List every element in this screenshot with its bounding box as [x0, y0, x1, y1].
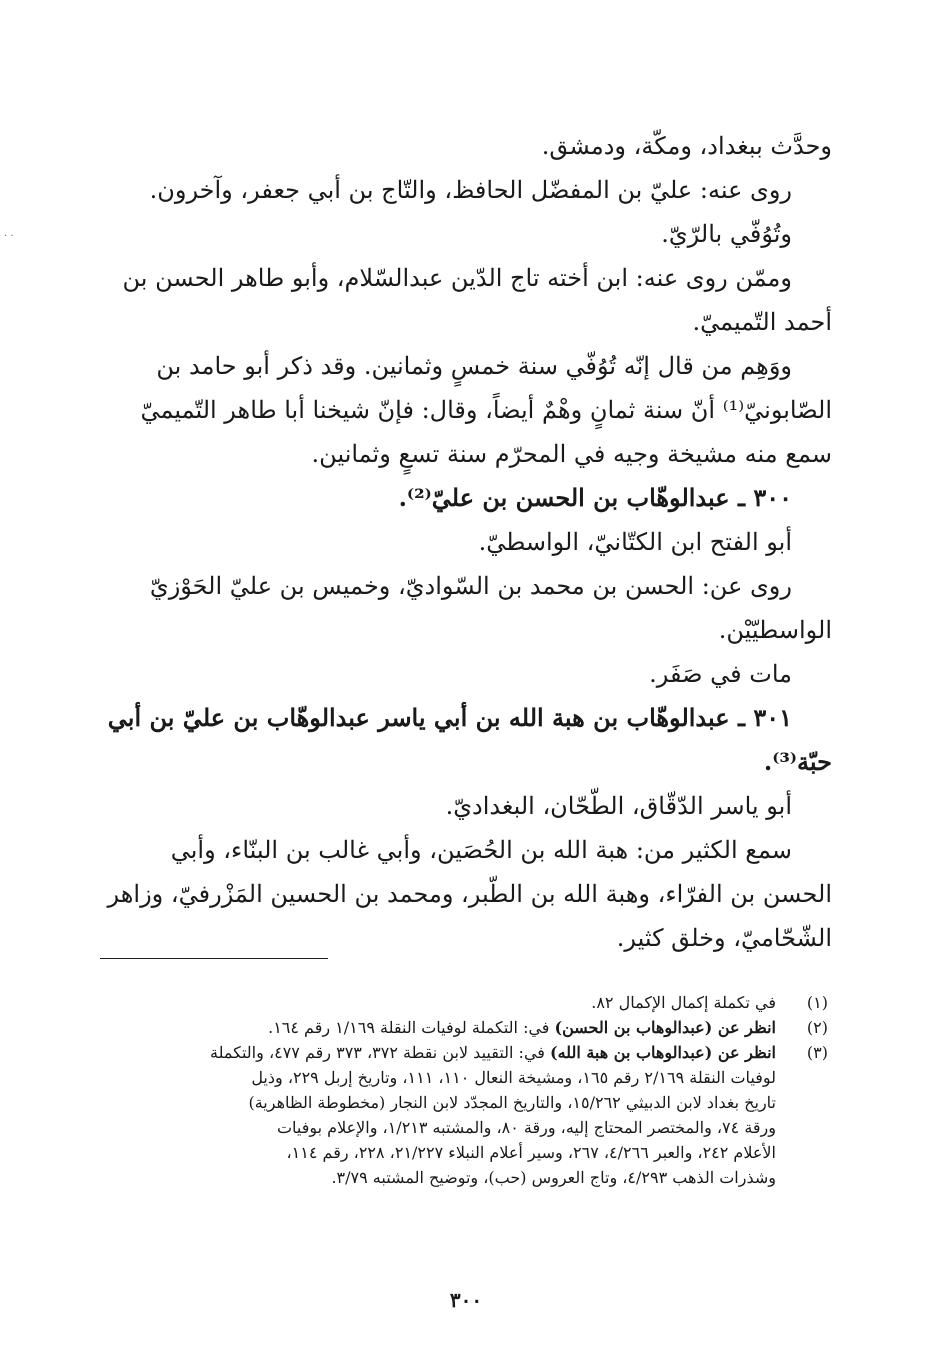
footnote-text: الأعلام ٢٤٢، والعبر ٤/٢٦٦، ٢٦٧، وسير أعلام النبلاء ٢١/٢٢٧، ٢٢٨، رقم ١١٤، [286, 1143, 776, 1162]
page-number: ٣٠٠ [449, 1288, 483, 1312]
footnotes [100, 990, 832, 1190]
body-line: الشّحّاميّ، وخلق كثير. [616, 924, 832, 952]
body-line: أبو الفتح ابن الكتّانيّ، الواسطيّ. [478, 528, 792, 556]
footnote-divider [100, 958, 328, 959]
footnote-1 [100, 990, 832, 1015]
body-text [104, 124, 832, 960]
footnote-number: (٢) [806, 1018, 828, 1037]
body-line: وحدَّث ببغداد، ومكّة، ودمشق. [541, 132, 832, 160]
entry-heading-301: ٣٠١ ـ عبدالوهّاب بن هبة الله بن أبي ياسر عبدالوهّاب بن عليّ بن أبي [107, 703, 792, 732]
body-line: روى عنه: عليّ بن المفضّل الحافظ، والتّاج بن أبي جعفر، وآخرون. [149, 176, 792, 204]
footnote-text: لوفيات النقلة ٢/١٦٩ رقم ١٦٥، ومشيخة النعال ١١٠، ١١١، وتاريخ إربل ٢٢٩، وذيل [251, 1068, 776, 1087]
footnote-text: تاريخ بغداد لابن الدبيثي ١٥/٢٦٢، والتاريخ المجدّد لابن النجار (مخطوطة الظاهرية) [248, 1093, 776, 1112]
body-line: روى عن: الحسن بن محمد بن السّواديّ، وخميس بن عليّ الحَوْزيّ [149, 572, 792, 600]
footnote-text: في: التقييد لابن نقطة ٣٧٢، ٣٧٣ رقم ٤٧٧، والتكملة [210, 1043, 551, 1062]
footnote-text: في تكملة إكمال الإكمال ٨٢. [591, 993, 776, 1012]
footnote-number: (١) [806, 993, 828, 1012]
footnote-text: في: التكملة لوفيات النقلة ١/١٦٩ رقم ١٦٤. [268, 1018, 555, 1037]
footnote-text: وشذرات الذهب ٤/٢٩٣، وتاج العروس (حب)، وتوضيح المشتبه ٣/٧٩. [331, 1168, 776, 1187]
entry-heading-301-cont: حبّة⁽³⁾. [763, 747, 832, 776]
body-line: سمع منه مشيخة وجيه في المحرّم سنة تسعٍ وثمانين. [311, 440, 832, 468]
body-line: سمع الكثير من: هبة الله بن الحُصَين، وأبي غالب بن البنّاء، وأبي [170, 836, 792, 864]
footnote-3 [100, 1040, 832, 1190]
body-line: مات في صَفَر. [649, 660, 792, 688]
footnote-subject: انظر عن (عبدالوهاب بن هبة الله) [550, 1043, 776, 1062]
footnote-text: ورقة ٧٤، والمختصر المحتاج إليه، ورقة ٨٠، والمشتبه ١/٢١٣، والإعلام بوفيات [276, 1118, 776, 1137]
body-line: أبو ياسر الدّقّاق، الطّحّان، البغداديّ. [445, 792, 792, 820]
body-line: الواسطيّيْن. [718, 616, 832, 644]
body-line: وممّن روى عنه: ابن أخته تاج الدّين عبدالسّلام، وأبو طاهر الحسن بن [122, 264, 792, 292]
body-line: ووَهِم من قال إنّه تُوُفّي سنة خمسٍ وثمانين. وقد ذكر أبو حامد بن [156, 352, 792, 380]
footnote-2 [100, 1015, 832, 1040]
footnote-subject: انظر عن (عبدالوهاب بن الحسن) [554, 1018, 776, 1037]
body-line: الصّابونيّ⁽¹⁾ أنّ سنة ثمانٍ وهْمٌ أيضاً، وقال: فإنّ شيخنا أبا طاهر التّميميّ [140, 396, 832, 424]
body-line: الحسن بن الفرّاء، وهبة الله بن الطّبر، ومحمد بن الحسين المَزْرفيّ، وزاهر [107, 880, 832, 908]
body-line: أحمد التّميميّ. [692, 308, 832, 336]
footnote-number: (٣) [806, 1043, 828, 1062]
entry-heading-300: ٣٠٠ ـ عبدالوهّاب بن الحسن بن عليّ⁽²⁾. [398, 483, 792, 512]
scan-edge-marks: . . [4, 228, 14, 239]
body-line: وتُوُفّي بالرّيّ. [661, 220, 792, 248]
